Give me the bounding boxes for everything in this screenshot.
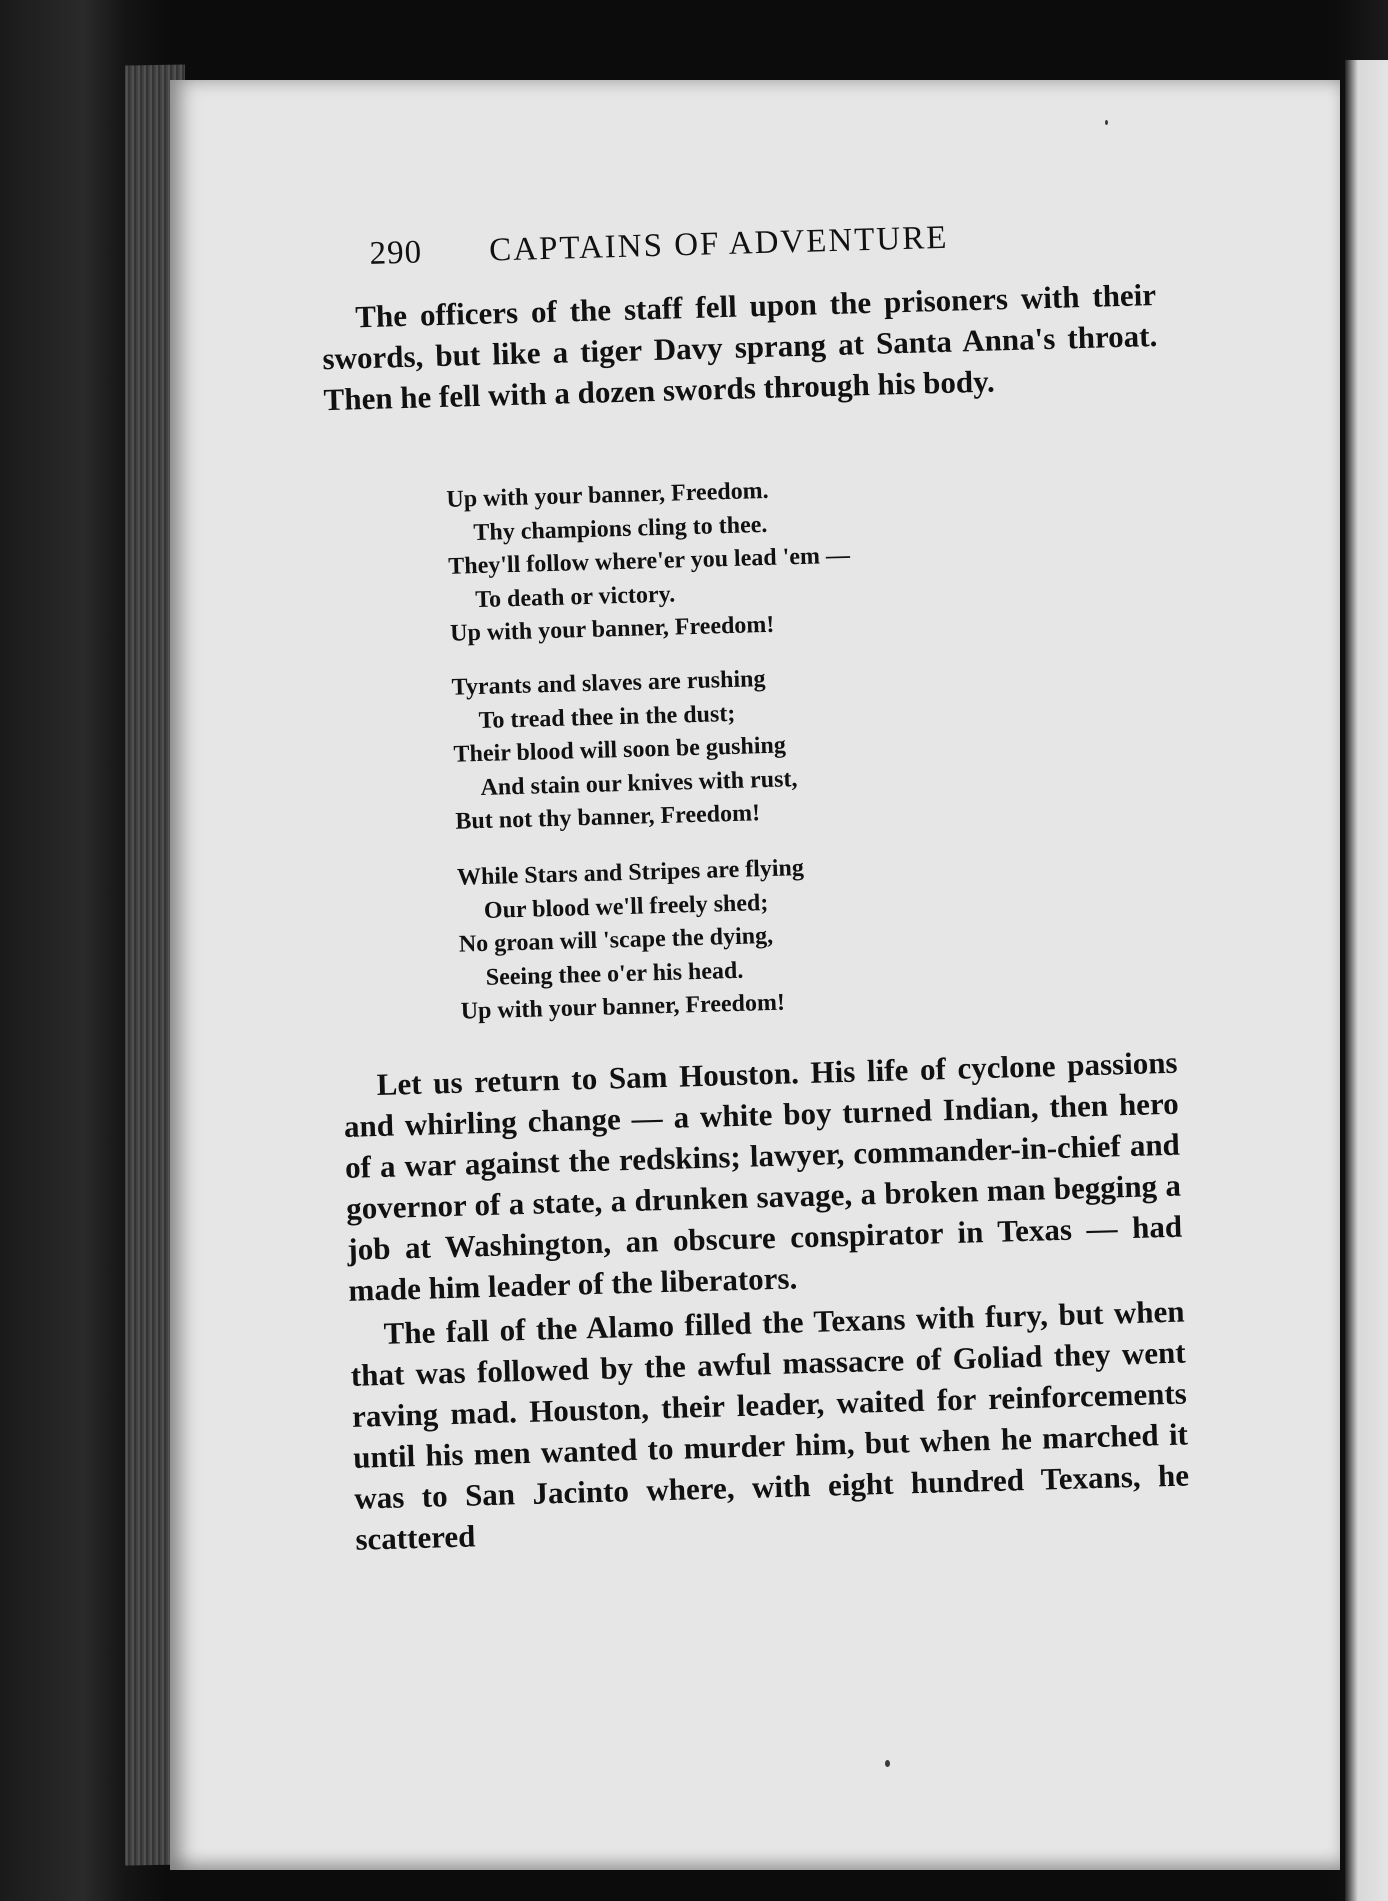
poem-line: To tread thee in the dust; — [478, 700, 736, 734]
scan-speck — [1105, 120, 1108, 125]
paragraph-1-text: The officers of the staff fell upon the prisoners with their swords, but like a tiger Davy sprang at Santa Anna's throat. Then he fell with a dozen swords through his body. — [321, 276, 1158, 418]
poem-line: Up with your banner, Freedom. — [446, 477, 769, 513]
page-content — [145, 64, 1365, 1886]
poem-line: Up with your banner, Freedom! — [449, 611, 775, 647]
paragraph-2-text: Let us return to Sam Houston. His life of cyclone passions and whirling change — a white boy turned Indian, then hero of a war against the redskins; lawyer, commander-in-chief and governor of a state, a drunken savage, a broken man begging a job at Washington, an obscure conspirator in Texas — had made him leader of the liberators. — [343, 1044, 1183, 1308]
paragraph-2 — [342, 1042, 1184, 1311]
scan-speck — [885, 1760, 890, 1767]
poem-line: Their blood will soon be gushing — [453, 732, 787, 768]
page-number: 290 — [369, 234, 423, 272]
paragraph-3-text: The fall of the Alamo filled the Texans with fury, but when that was followed by the awful massacre of Goliad they went raving mad. Houston, their leader, waited for reinforcements until his men wanted to murder him, but when he marched it was to San Jacinto where, with eight hundred Texans, he scattered — [350, 1293, 1190, 1557]
running-title: CAPTAINS OF ADVENTURE — [488, 219, 949, 269]
poem-line: While Stars and Stripes are flying — [456, 855, 805, 891]
book-page — [170, 80, 1340, 1870]
poem-line: Tyrants and slaves are rushing — [451, 666, 766, 701]
paragraph-3 — [349, 1291, 1191, 1560]
poem-line: To death or victory. — [474, 581, 676, 613]
poem-line: Thy champions cling to thee. — [473, 511, 768, 546]
running-head — [369, 212, 1230, 273]
poem-stanza-3 — [457, 844, 1081, 1029]
poem-line: But not thy banner, Freedom! — [455, 800, 761, 835]
poem-line: Our blood we'll freely shed; — [483, 889, 769, 924]
poem-line: Seeing thee o'er his head. — [485, 957, 744, 991]
paragraph-1 — [321, 274, 1159, 420]
poem-line: They'll follow where'er you lead 'em — — [447, 542, 851, 580]
poem-line: No groan will 'scape the dying, — [458, 922, 774, 958]
poem-stanza-1 — [446, 467, 1070, 652]
poem-stanza-2 — [451, 654, 1075, 839]
poem-line: And stain our knives with rust, — [480, 765, 798, 801]
poem-line: Up with your banner, Freedom! — [460, 989, 786, 1025]
